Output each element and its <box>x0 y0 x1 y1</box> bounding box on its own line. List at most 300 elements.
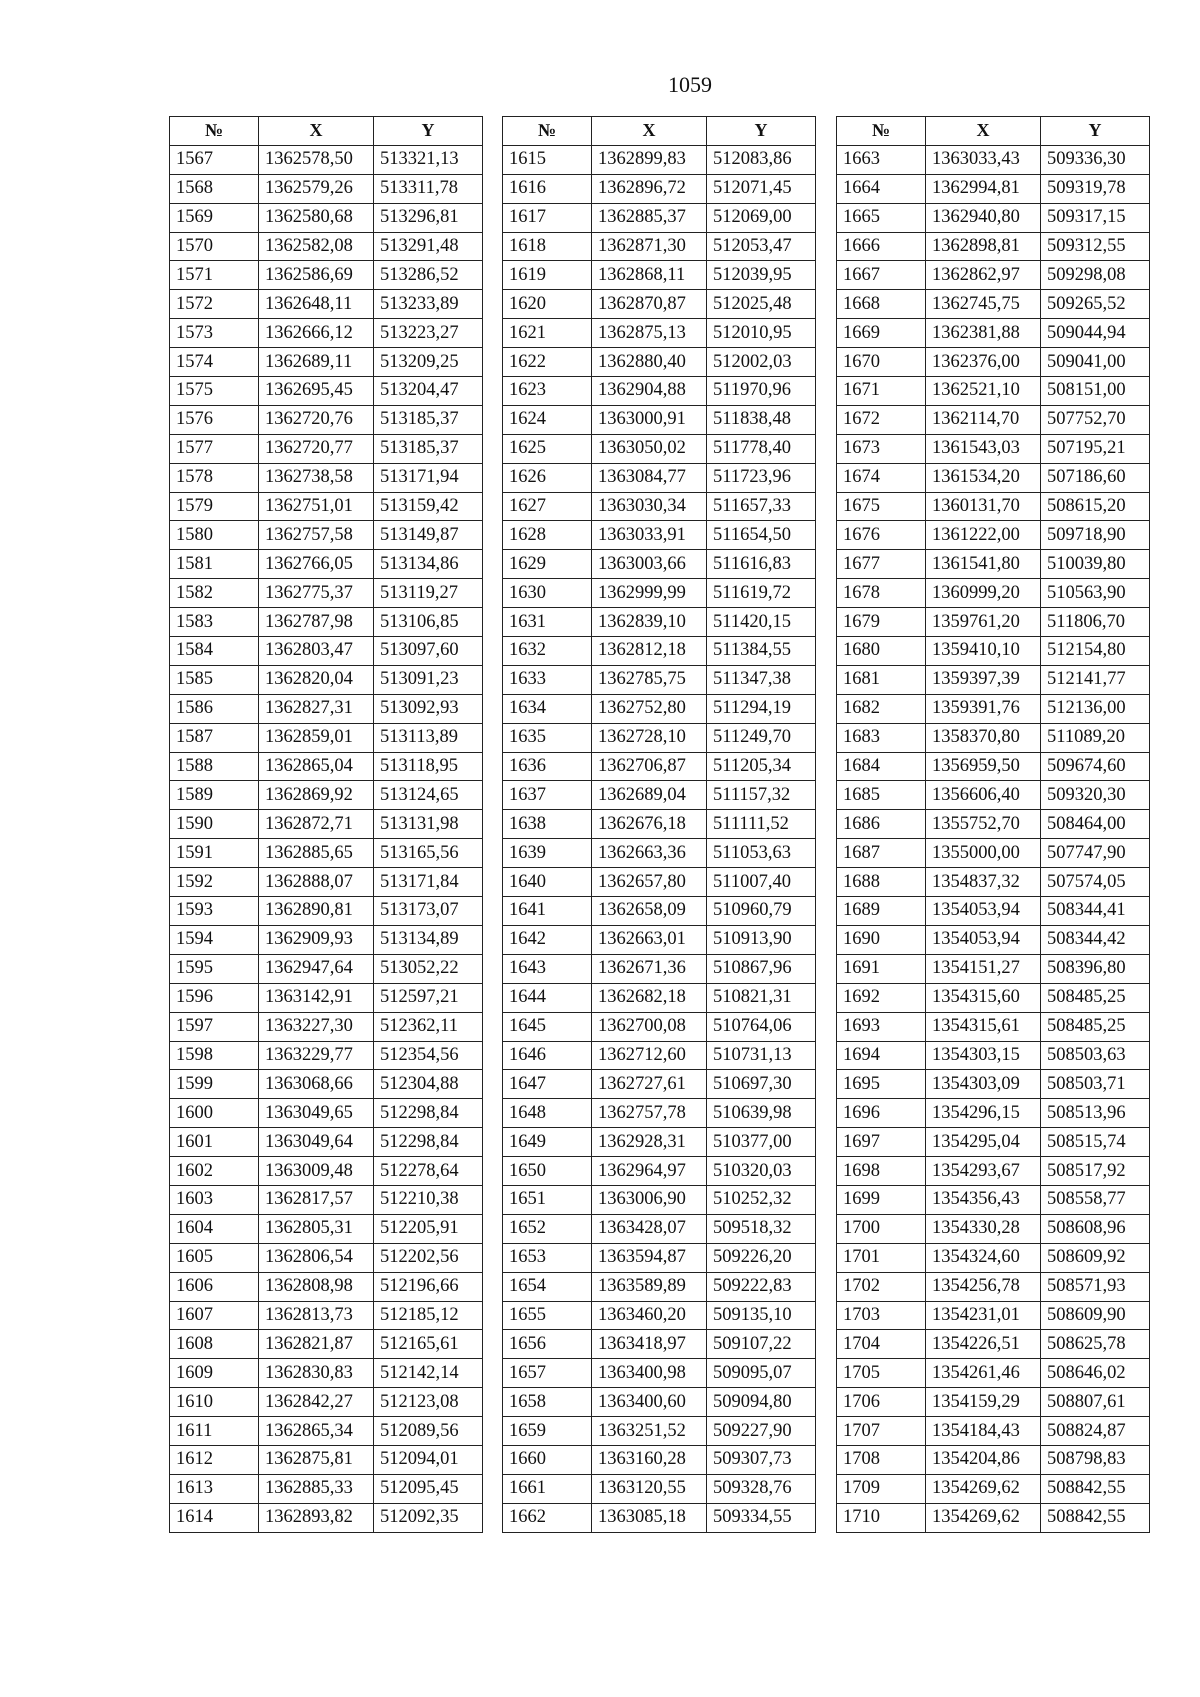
table-row <box>170 781 483 810</box>
cell-y: 512136,00 <box>1041 694 1150 723</box>
cell-number: 1704 <box>837 1330 926 1359</box>
header-x: X <box>592 117 707 146</box>
cell-x: 1363120,55 <box>592 1474 707 1503</box>
cell-number: 1677 <box>837 550 926 579</box>
cell-y: 511089,20 <box>1041 723 1150 752</box>
coordinates-table-3 <box>836 116 1150 1533</box>
cell-y: 513134,89 <box>374 925 483 954</box>
cell-number: 1618 <box>503 232 592 261</box>
cell-x: 1358370,80 <box>926 723 1041 752</box>
cell-number: 1600 <box>170 1099 259 1128</box>
table-row <box>170 463 483 492</box>
table-row <box>503 434 816 463</box>
table-row <box>170 1388 483 1417</box>
cell-number: 1645 <box>503 1012 592 1041</box>
cell-number: 1659 <box>503 1417 592 1446</box>
cell-x: 1362947,64 <box>259 954 374 983</box>
cell-x: 1362817,57 <box>259 1185 374 1214</box>
cell-number: 1670 <box>837 348 926 377</box>
cell-x: 1362812,18 <box>592 637 707 666</box>
cell-number: 1709 <box>837 1474 926 1503</box>
cell-number: 1705 <box>837 1359 926 1388</box>
cell-number: 1614 <box>170 1503 259 1532</box>
cell-y: 512071,45 <box>707 174 816 203</box>
table-row <box>170 665 483 694</box>
cell-number: 1608 <box>170 1330 259 1359</box>
cell-number: 1592 <box>170 868 259 897</box>
table-row <box>170 492 483 521</box>
cell-number: 1648 <box>503 1099 592 1128</box>
table-row <box>170 145 483 174</box>
table-row <box>503 1474 816 1503</box>
table-row <box>170 434 483 463</box>
cell-y: 511616,83 <box>707 550 816 579</box>
cell-y: 511970,96 <box>707 377 816 406</box>
cell-x: 1362586,69 <box>259 261 374 290</box>
cell-y: 509227,90 <box>707 1417 816 1446</box>
cell-x: 1362865,04 <box>259 752 374 781</box>
cell-number: 1699 <box>837 1185 926 1214</box>
cell-x: 1362728,10 <box>592 723 707 752</box>
cell-number: 1613 <box>170 1474 259 1503</box>
cell-y: 511347,38 <box>707 665 816 694</box>
table-row <box>170 174 483 203</box>
table-row <box>503 1243 816 1272</box>
table-row <box>503 348 816 377</box>
cell-x: 1354159,29 <box>926 1388 1041 1417</box>
cell-y: 512362,11 <box>374 1012 483 1041</box>
cell-x: 1354053,94 <box>926 925 1041 954</box>
cell-x: 1362839,10 <box>592 608 707 637</box>
cell-x: 1363000,91 <box>592 405 707 434</box>
cell-x: 1362869,92 <box>259 781 374 810</box>
cell-number: 1660 <box>503 1445 592 1474</box>
table-row <box>503 1041 816 1070</box>
cell-x: 1363033,43 <box>926 145 1041 174</box>
cell-y: 507186,60 <box>1041 463 1150 492</box>
table-row <box>503 463 816 492</box>
cell-x: 1362880,40 <box>592 348 707 377</box>
cell-y: 512298,84 <box>374 1099 483 1128</box>
cell-x: 1362994,81 <box>926 174 1041 203</box>
cell-number: 1595 <box>170 954 259 983</box>
cell-x: 1362663,01 <box>592 925 707 954</box>
cell-x: 1362865,34 <box>259 1417 374 1446</box>
cell-number: 1629 <box>503 550 592 579</box>
cell-y: 508807,61 <box>1041 1388 1150 1417</box>
cell-x: 1356606,40 <box>926 781 1041 810</box>
cell-y: 508558,77 <box>1041 1185 1150 1214</box>
cell-y: 512210,38 <box>374 1185 483 1214</box>
cell-x: 1363049,64 <box>259 1128 374 1157</box>
table-row <box>503 954 816 983</box>
cell-y: 509107,22 <box>707 1330 816 1359</box>
cell-y: 507752,70 <box>1041 405 1150 434</box>
cell-number: 1661 <box>503 1474 592 1503</box>
table-row <box>503 203 816 232</box>
cell-number: 1571 <box>170 261 259 290</box>
cell-y: 513209,25 <box>374 348 483 377</box>
table-row <box>170 550 483 579</box>
cell-x: 1354269,62 <box>926 1474 1041 1503</box>
cell-y: 512092,35 <box>374 1503 483 1532</box>
cell-x: 1362720,76 <box>259 405 374 434</box>
table-row <box>503 1388 816 1417</box>
cell-number: 1674 <box>837 463 926 492</box>
cell-x: 1362757,78 <box>592 1099 707 1128</box>
cell-x: 1354303,09 <box>926 1070 1041 1099</box>
cell-y: 511654,50 <box>707 521 816 550</box>
cell-x: 1362909,93 <box>259 925 374 954</box>
cell-number: 1593 <box>170 897 259 926</box>
table-row <box>837 1503 1150 1532</box>
cell-x: 1354053,94 <box>926 897 1041 926</box>
cell-y: 513173,07 <box>374 897 483 926</box>
cell-x: 1362806,54 <box>259 1243 374 1272</box>
cell-x: 1362775,37 <box>259 579 374 608</box>
cell-x: 1361222,00 <box>926 521 1041 550</box>
table-row <box>503 1330 816 1359</box>
cell-y: 511007,40 <box>707 868 816 897</box>
cell-x: 1362757,58 <box>259 521 374 550</box>
cell-x: 1354324,60 <box>926 1243 1041 1272</box>
table-row <box>170 1503 483 1532</box>
cell-number: 1651 <box>503 1185 592 1214</box>
table-row <box>503 1301 816 1330</box>
cell-y: 510867,96 <box>707 954 816 983</box>
cell-number: 1695 <box>837 1070 926 1099</box>
cell-x: 1354295,04 <box>926 1128 1041 1157</box>
cell-number: 1582 <box>170 579 259 608</box>
table-row <box>503 1445 816 1474</box>
cell-number: 1708 <box>837 1445 926 1474</box>
table-row <box>170 694 483 723</box>
cell-number: 1638 <box>503 810 592 839</box>
table-row <box>503 1070 816 1099</box>
cell-number: 1671 <box>837 377 926 406</box>
table-row <box>837 261 1150 290</box>
cell-y: 513185,37 <box>374 405 483 434</box>
cell-number: 1690 <box>837 925 926 954</box>
cell-y: 512025,48 <box>707 290 816 319</box>
cell-number: 1650 <box>503 1157 592 1186</box>
cell-x: 1362657,80 <box>592 868 707 897</box>
table-row <box>503 1503 816 1532</box>
cell-number: 1664 <box>837 174 926 203</box>
cell-x: 1360131,70 <box>926 492 1041 521</box>
cell-y: 513159,42 <box>374 492 483 521</box>
cell-number: 1576 <box>170 405 259 434</box>
cell-y: 509312,55 <box>1041 232 1150 261</box>
cell-number: 1633 <box>503 665 592 694</box>
cell-number: 1698 <box>837 1157 926 1186</box>
cell-y: 512278,64 <box>374 1157 483 1186</box>
cell-y: 509298,08 <box>1041 261 1150 290</box>
cell-number: 1581 <box>170 550 259 579</box>
cell-number: 1567 <box>170 145 259 174</box>
table-row <box>503 1214 816 1243</box>
table-row <box>837 348 1150 377</box>
cell-x: 1362671,36 <box>592 954 707 983</box>
cell-y: 509334,55 <box>707 1503 816 1532</box>
cell-number: 1683 <box>837 723 926 752</box>
cell-x: 1362890,81 <box>259 897 374 926</box>
cell-number: 1644 <box>503 983 592 1012</box>
cell-number: 1583 <box>170 608 259 637</box>
cell-y: 512354,56 <box>374 1041 483 1070</box>
cell-y: 512083,86 <box>707 145 816 174</box>
cell-x: 1362766,05 <box>259 550 374 579</box>
table-row <box>170 954 483 983</box>
cell-number: 1622 <box>503 348 592 377</box>
cell-x: 1363009,48 <box>259 1157 374 1186</box>
table-row <box>837 839 1150 868</box>
cell-y: 509328,76 <box>707 1474 816 1503</box>
cell-x: 1362875,13 <box>592 319 707 348</box>
cell-y: 513134,86 <box>374 550 483 579</box>
table-row <box>170 608 483 637</box>
cell-x: 1362870,87 <box>592 290 707 319</box>
cell-number: 1689 <box>837 897 926 926</box>
table-row <box>503 1359 816 1388</box>
cell-number: 1569 <box>170 203 259 232</box>
table-row <box>170 579 483 608</box>
cell-y: 510639,98 <box>707 1099 816 1128</box>
table-row <box>837 174 1150 203</box>
table-row <box>503 1099 816 1128</box>
cell-x: 1362896,72 <box>592 174 707 203</box>
cell-number: 1684 <box>837 752 926 781</box>
table-row <box>837 781 1150 810</box>
cell-number: 1570 <box>170 232 259 261</box>
cell-x: 1363251,52 <box>592 1417 707 1446</box>
cell-number: 1692 <box>837 983 926 1012</box>
cell-x: 1362859,01 <box>259 723 374 752</box>
table-row <box>503 1417 816 1446</box>
cell-y: 509044,94 <box>1041 319 1150 348</box>
cell-y: 512095,45 <box>374 1474 483 1503</box>
cell-x: 1362114,70 <box>926 405 1041 434</box>
table-row <box>837 608 1150 637</box>
cell-x: 1363142,91 <box>259 983 374 1012</box>
cell-number: 1652 <box>503 1214 592 1243</box>
cell-number: 1665 <box>837 203 926 232</box>
cell-x: 1359410,10 <box>926 637 1041 666</box>
cell-y: 512205,91 <box>374 1214 483 1243</box>
table-row <box>837 1301 1150 1330</box>
table-row <box>503 377 816 406</box>
cell-x: 1362578,50 <box>259 145 374 174</box>
cell-y: 508485,25 <box>1041 983 1150 1012</box>
cell-y: 510377,00 <box>707 1128 816 1157</box>
cell-number: 1666 <box>837 232 926 261</box>
cell-y: 508842,55 <box>1041 1474 1150 1503</box>
cell-x: 1359391,76 <box>926 694 1041 723</box>
cell-y: 511723,96 <box>707 463 816 492</box>
cell-number: 1588 <box>170 752 259 781</box>
cell-x: 1362648,11 <box>259 290 374 319</box>
cell-number: 1597 <box>170 1012 259 1041</box>
table-row <box>170 261 483 290</box>
cell-y: 512094,01 <box>374 1445 483 1474</box>
cell-x: 1362885,37 <box>592 203 707 232</box>
table-row <box>837 1099 1150 1128</box>
table-row <box>503 810 816 839</box>
cell-y: 513223,27 <box>374 319 483 348</box>
cell-y: 512141,77 <box>1041 665 1150 694</box>
cell-x: 1363033,91 <box>592 521 707 550</box>
cell-number: 1697 <box>837 1128 926 1157</box>
cell-x: 1363400,60 <box>592 1388 707 1417</box>
cell-y: 509518,32 <box>707 1214 816 1243</box>
cell-number: 1610 <box>170 1388 259 1417</box>
cell-x: 1354226,51 <box>926 1330 1041 1359</box>
cell-number: 1620 <box>503 290 592 319</box>
cell-y: 508615,20 <box>1041 492 1150 521</box>
table-row <box>503 1128 816 1157</box>
cell-y: 512165,61 <box>374 1330 483 1359</box>
table-row <box>503 868 816 897</box>
cell-y: 512069,00 <box>707 203 816 232</box>
cell-number: 1596 <box>170 983 259 1012</box>
cell-x: 1359397,39 <box>926 665 1041 694</box>
cell-x: 1362885,33 <box>259 1474 374 1503</box>
cell-x: 1354837,32 <box>926 868 1041 897</box>
cell-x: 1362727,61 <box>592 1070 707 1099</box>
cell-x: 1362928,31 <box>592 1128 707 1157</box>
cell-x: 1355752,70 <box>926 810 1041 839</box>
table-row <box>837 579 1150 608</box>
cell-x: 1360999,20 <box>926 579 1041 608</box>
cell-y: 513233,89 <box>374 290 483 319</box>
table-row <box>837 868 1150 897</box>
cell-number: 1649 <box>503 1128 592 1157</box>
table-row <box>170 925 483 954</box>
table-row <box>170 752 483 781</box>
cell-y: 513171,84 <box>374 868 483 897</box>
cell-y: 513311,78 <box>374 174 483 203</box>
table-row <box>503 781 816 810</box>
table-row <box>170 868 483 897</box>
cell-y: 508503,71 <box>1041 1070 1150 1099</box>
cell-number: 1706 <box>837 1388 926 1417</box>
cell-x: 1363428,07 <box>592 1214 707 1243</box>
cell-number: 1603 <box>170 1185 259 1214</box>
table-row <box>837 983 1150 1012</box>
cell-number: 1575 <box>170 377 259 406</box>
cell-x: 1362745,75 <box>926 290 1041 319</box>
cell-number: 1628 <box>503 521 592 550</box>
cell-number: 1678 <box>837 579 926 608</box>
cell-number: 1653 <box>503 1243 592 1272</box>
cell-number: 1654 <box>503 1272 592 1301</box>
cell-y: 513119,27 <box>374 579 483 608</box>
cell-y: 512597,21 <box>374 983 483 1012</box>
cell-number: 1668 <box>837 290 926 319</box>
table-row <box>837 637 1150 666</box>
cell-y: 511420,15 <box>707 608 816 637</box>
cell-y: 508608,96 <box>1041 1214 1150 1243</box>
cell-x: 1362871,30 <box>592 232 707 261</box>
table-row <box>170 810 483 839</box>
table-row <box>503 665 816 694</box>
cell-x: 1362875,81 <box>259 1445 374 1474</box>
cell-number: 1672 <box>837 405 926 434</box>
cell-x: 1362658,09 <box>592 897 707 926</box>
cell-number: 1707 <box>837 1417 926 1446</box>
cell-y: 507747,90 <box>1041 839 1150 868</box>
table-header-row <box>170 117 483 146</box>
cell-y: 509336,30 <box>1041 145 1150 174</box>
header-y: Y <box>374 117 483 146</box>
cell-number: 1656 <box>503 1330 592 1359</box>
cell-y: 508344,41 <box>1041 897 1150 926</box>
cell-number: 1681 <box>837 665 926 694</box>
table-row <box>170 290 483 319</box>
cell-number: 1616 <box>503 174 592 203</box>
cell-x: 1363068,66 <box>259 1070 374 1099</box>
table-row <box>170 1070 483 1099</box>
cell-x: 1362521,10 <box>926 377 1041 406</box>
cell-x: 1359761,20 <box>926 608 1041 637</box>
cell-number: 1632 <box>503 637 592 666</box>
cell-x: 1362787,98 <box>259 608 374 637</box>
table-row <box>170 1330 483 1359</box>
cell-x: 1354269,62 <box>926 1503 1041 1532</box>
cell-x: 1354315,61 <box>926 1012 1041 1041</box>
table-row <box>503 261 816 290</box>
cell-x: 1362821,87 <box>259 1330 374 1359</box>
cell-number: 1700 <box>837 1214 926 1243</box>
cell-x: 1354151,27 <box>926 954 1041 983</box>
cell-number: 1631 <box>503 608 592 637</box>
cell-x: 1362893,82 <box>259 1503 374 1532</box>
table-row <box>503 752 816 781</box>
table-row <box>837 521 1150 550</box>
cell-x: 1362706,87 <box>592 752 707 781</box>
table-row <box>837 694 1150 723</box>
table-row <box>503 579 816 608</box>
table-row <box>170 1445 483 1474</box>
table-row <box>170 1359 483 1388</box>
cell-x: 1362695,45 <box>259 377 374 406</box>
cell-x: 1354261,46 <box>926 1359 1041 1388</box>
cell-y: 511778,40 <box>707 434 816 463</box>
cell-y: 511384,55 <box>707 637 816 666</box>
table-row <box>837 810 1150 839</box>
cell-x: 1363049,65 <box>259 1099 374 1128</box>
cell-y: 508609,90 <box>1041 1301 1150 1330</box>
cell-number: 1655 <box>503 1301 592 1330</box>
table-row <box>837 1330 1150 1359</box>
cell-number: 1609 <box>170 1359 259 1388</box>
table-row <box>837 1272 1150 1301</box>
table-row <box>170 723 483 752</box>
cell-number: 1590 <box>170 810 259 839</box>
cell-number: 1657 <box>503 1359 592 1388</box>
cell-y: 508503,63 <box>1041 1041 1150 1070</box>
cell-number: 1634 <box>503 694 592 723</box>
cell-number: 1686 <box>837 810 926 839</box>
cell-number: 1658 <box>503 1388 592 1417</box>
table-row <box>503 145 816 174</box>
cell-x: 1354315,60 <box>926 983 1041 1012</box>
cell-x: 1354184,43 <box>926 1417 1041 1446</box>
cell-y: 512185,12 <box>374 1301 483 1330</box>
table-row <box>503 839 816 868</box>
cell-y: 513171,94 <box>374 463 483 492</box>
cell-x: 1362805,31 <box>259 1214 374 1243</box>
